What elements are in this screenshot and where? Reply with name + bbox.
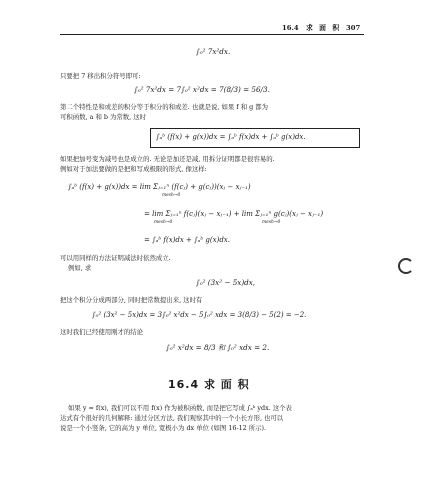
equation-known-results: ∫₀² x²dx = 8/3 和 ∫₀² xdx = 2. — [166, 343, 270, 352]
paragraph-area-line-2: 达式有个很好的几何解释: 通过分区方法, 我们观察其中的一个小长方形, 也可以 — [60, 414, 284, 422]
riemann-line-2-limit-subscript-2: mesh→0 — [262, 220, 281, 225]
paragraph-move-constant: 只要把 7 移出积分符号即可: — [60, 72, 141, 80]
riemann-line-1: ∫ₐᵇ (f(x) + g(x))dx = lim Σⱼ₌₁ⁿ (f(cⱼ) + g(cⱼ))(xⱼ − xⱼ₋₁) — [68, 183, 251, 191]
equation-constant-multiple: ∫₀² 7x²dx = 7∫₀² x²dx = 7(8/3) = 56/3. — [134, 85, 270, 94]
running-header-section-number: 16.4 — [282, 24, 299, 32]
paragraph-for-example: 例如, 求 — [68, 264, 92, 272]
margin-c-mark-icon — [398, 258, 414, 274]
riemann-line-1-limit-subscript: mesh→0 — [162, 193, 181, 198]
equation-integral-7x2: ∫₀² 7x²dx. — [196, 47, 231, 56]
running-header-page-number: 307 — [346, 24, 361, 32]
paragraph-sum-rule-line-1: 第二个特性是和或差的积分等于积分的和或差. 也就是说, 如果 f 和 g 都为 — [60, 103, 269, 111]
equation-example-solution: ∫₀² (3x² − 5x)dx = 3∫₀² x²dx − 5∫₀² xdx = 3(8/3) − 5(2) = −2. — [92, 311, 307, 319]
riemann-line-3: = ∫ₐᵇ f(x)dx + ∫ₐᵇ g(x)dx. — [144, 236, 230, 244]
header-rule — [60, 34, 364, 35]
paragraph-same-method: 可以用同样的方法证明减法时依然成立. — [60, 254, 171, 262]
paragraph-sum-rule-line-2: 可积函数, a 和 b 为常数, 这时 — [60, 113, 147, 121]
section-title: 16.4 求 面 积 — [168, 378, 250, 391]
paragraph-subtraction-line-1: 如果把加号变为减号也是成立的. 无论是加还是减, 用拆分证明都是很容易的. — [60, 155, 275, 163]
running-header-section-name: 求 面 积 — [306, 24, 342, 32]
paragraph-area-line-1: 如果 y = f(x), 我们可以不用 f(x) 作为被积函数, 而是把它写成 ∫ₐᵇ ydx. 这个表 — [68, 404, 292, 412]
riemann-line-2-limit-subscript-1: mesh→0 — [154, 220, 173, 225]
equation-example-integral: ∫₀² (3x² − 5x)dx, — [196, 278, 256, 287]
boxed-sum-rule-formula: ∫ₐᵇ (f(x) + g(x))dx = ∫ₐᵇ f(x)dx + ∫ₐᵇ g(x)dx. — [156, 133, 306, 141]
riemann-line-2: = lim Σⱼ₌₁ⁿ f(cⱼ)(xⱼ − xⱼ₋₁) + lim Σⱼ₌₁ⁿ g(cⱼ)(xⱼ − xⱼ₋₁) — [144, 210, 324, 218]
paragraph-area-line-3: 说是一个小竖条, 它的高为 y 单位, 宽极小为 dx 单位 (如图 16-12 所示). — [60, 424, 267, 432]
paragraph-used-results: 这时我们已经使用刚才的结论 — [60, 328, 144, 336]
paragraph-subtraction-line-2: 例如对于加法要做的是把和写成极限的形式, 像这样: — [60, 165, 207, 173]
paragraph-split-integral: 把这个积分分成两部分, 同时把常数提出来, 这时有 — [60, 296, 203, 304]
